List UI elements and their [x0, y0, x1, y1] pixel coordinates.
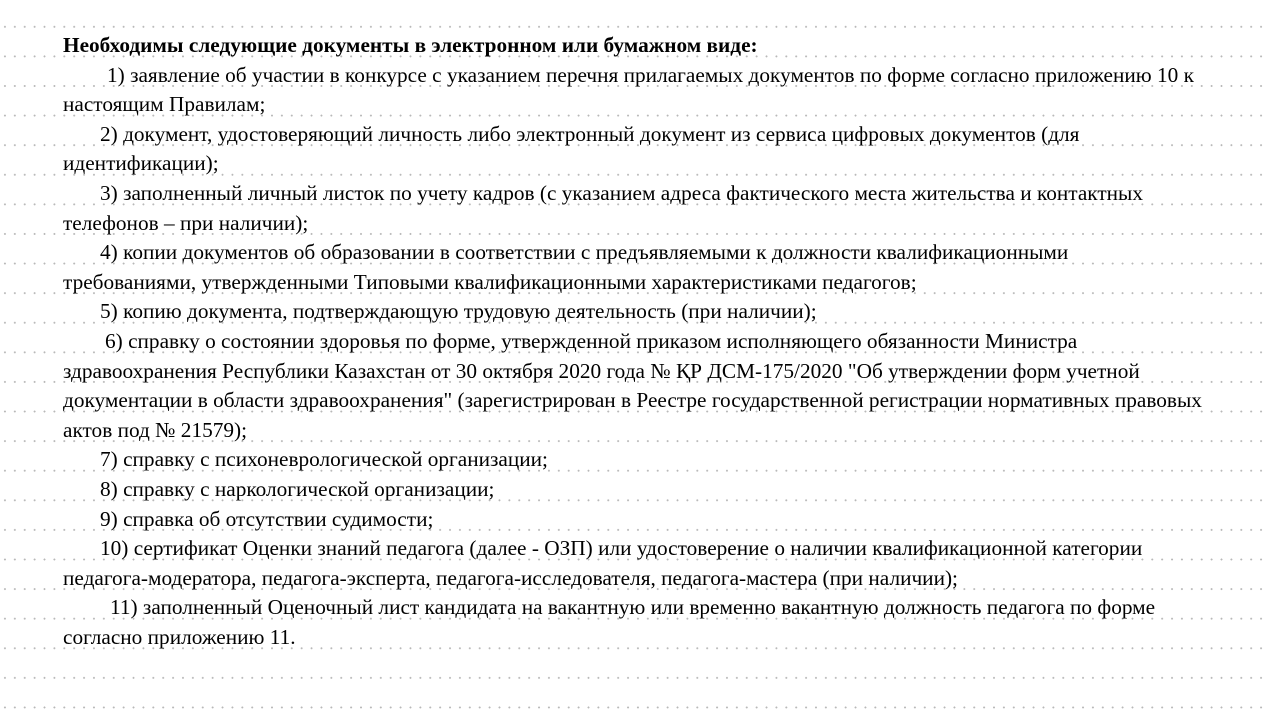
list-item-7: 7) справку с психоневрологической организации;	[100, 447, 548, 472]
list-item-8: 8) справку с наркологической организации;	[100, 476, 495, 501]
list-item-1: 1) заявление об участии в конкурсе с указанием перечня прилагаемых документов по форме согласно приложению 10 к настоящим Правилам;	[63, 62, 1194, 117]
list-item-2: 2) документ, удостоверяющий личность либо электронный документ из сервиса цифровых документов (для идентификации);	[63, 121, 1080, 176]
document-heading: Необходимы следующие документы в электронном или бумажном виде:	[63, 33, 758, 57]
document-body	[63, 31, 1203, 652]
list-item-6: 6) справку о состоянии здоровья по форме, утвержденной приказом исполняющего обязанности Министра здравоохранения Республики Казахстан от 30 октября 2020 года № ҚР ДСМ-175/2020 "Об утверждении форм учетной документации в области здравоохранения" (зарегистрирован в Реестре государственной регистрации нормативных правовых актов под № 21579);	[63, 328, 1202, 442]
list-item-10: 10) сертификат Оценки знаний педагога (далее - ОЗП) или удостоверение о наличии квалификационной категории педагога-модератора, педагога-эксперта, педагога-исследователя, педагога-мастера (при наличии);	[63, 536, 1143, 590]
list-item-3: 3) заполненный личный листок по учету кадров (с указанием адреса фактического места жительства и контактных телефонов – при наличии);	[63, 180, 1144, 235]
list-item-5: 5) копию документа, подтверждающую трудовую деятельность (при наличии);	[100, 299, 817, 324]
list-item-11: 11) заполненный Оценочный лист кандидата на вакантную или временно вакантную должность педагога по форме согласно приложению 11.	[63, 595, 1156, 649]
list-item-4: 4) копии документов об образовании в соответствии с предъявляемыми к должности квалификационными требованиями, утвержденными Типовыми квалификационными характеристиками педагогов;	[63, 240, 1069, 294]
list-item-9: 9) справка об отсутствии судимости;	[100, 506, 434, 531]
